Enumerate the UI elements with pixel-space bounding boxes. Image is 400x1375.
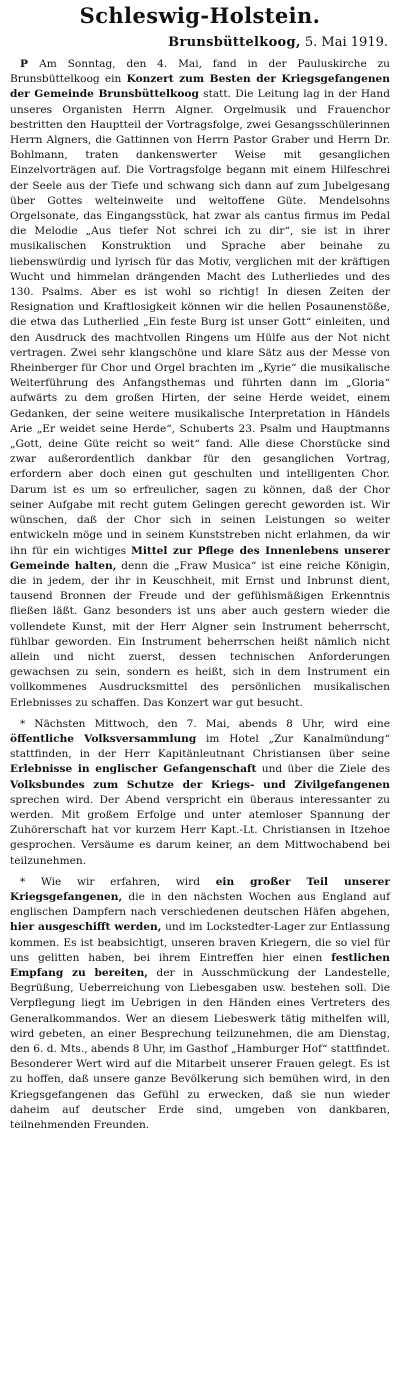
article-body <box>10 57 390 1133</box>
paragraph-public-meeting <box>10 717 390 869</box>
text-run: der in Ausschmückung der Landestelle, Begrüßung, Ueberreichung von Liebesgaben usw. bestehen soll. Die Verpflegung liegt im Uebrigen in den Händen eines Vertreters des Generalkommandos. Wer an diesem Liebeswerk tätig mithelfen will, wird gebeten, an einer Besprechung teilzunehmen, die am Dienstag, den 6. d. Mts., abends 8 Uhr, im Gasthof „Hamburger Hof“ stattfindet. Besonderer Wert wird auf die Mitarbeit unserer Frauen gelegt. Es ist zu hoffen, daß unsere ganze Bevölkerung sich bemühen wird, in den Kriegsgefangenen das Gefühl zu erwecken, daß sie nun wieder daheim auf deutscher Erde sind, umgeben von dankbaren, teilnehmenden Freunden. <box>10 966 390 1132</box>
text-run: im Hotel „Zur Kanalmündung“ stattfinden, in der Herr Kapitänleutnant Christiansen über seine <box>10 732 390 761</box>
text-run: und über die Ziele des <box>256 763 391 776</box>
paragraph-concert-report <box>10 57 390 711</box>
paragraph-prisoner-return <box>10 875 390 1133</box>
text-run: * Wie wir erfahren, wird <box>20 875 216 888</box>
headline: Schleswig-Holstein. <box>79 3 321 28</box>
emphasized-text: Konzert zum Besten der Kriegsgefangenen der Gemeinde Brunsbüttelkoog <box>10 73 390 101</box>
text-run: die in den nächsten Wochen aus England auf englischen Dampfern nach verschiedenen deutschen Häfen abgehen, <box>10 890 390 919</box>
dateline-place: Brunsbüttelkoog, <box>168 35 301 50</box>
emphasized-text: Erlebnisse in englischer Gefangenschaft <box>10 763 257 776</box>
emphasized-text: öffentliche Volksversammlung <box>10 732 197 745</box>
emphasized-text: ein großer Teil unserer Kriegsgefangenen, <box>10 875 390 903</box>
emphasized-text: hier ausgeschifft werden, <box>10 921 162 934</box>
text-run: denn die „Fraw Musica“ ist eine reiche Königin, die in jedem, der ihr in Keuschheit, mit Ernst und Inbrunst dient, tausend Bronnen der Freude und der gefühlsmäßigen Erkenntnis fließen läßt. Ganz besonders ist uns aber auch gestern wieder die vollendete Kunst, mit der Herr Algner sein Instrument beherrscht, fühlbar geworden. Ein Instrument beherrschen heißt nämlich nicht allein und nicht zuerst, dessen technischen Anforderungen gewachsen zu sein, sondern es heißt, sich in dem Instrument ein vollkommenes Ausdrucksmittel des persönlichen musikalischen Erlebnisses zu schaffen. Das Konzert war gut besucht. <box>10 559 390 709</box>
emphasized-text: festlichen Empfang zu bereiten, <box>10 951 390 979</box>
dateline-date: 5. Mai 1919. <box>304 35 388 50</box>
emphasized-text: Volksbundes zum Schutze der Kriegs- und Zivilgefangenen <box>10 778 390 791</box>
text-run: und im Lockstedter-Lager zur Entlassung kommen. Es ist beabsichtigt, unseren braven Kriegern, die so viel für uns gelitten haben, bei ihrem Eintreffen hier einen <box>10 921 390 964</box>
emphasized-text: P <box>20 58 40 70</box>
text-run: sprechen wird. Der Abend verspricht ein überaus interessanter zu werden. Mit großem Erfolge und unter atemloser Spannung der Zuhörerschaft hat vor kurzem Herr Kapt.-Lt. Christiansen in Itzehoe gesprochen. Versäume es darum keiner, an dem Mittwochabend bei teilzunehmen. <box>10 793 390 867</box>
text-run: statt. Die Leitung lag in der Hand unseres Organisten Herrn Algner. Orgelmusik und Frauenchor bestritten den Hauptteil der Vortragsfolge, zwei Gesangsschülerinnen Herrn Algners, die Gattinnen von Herrn Pastor Graber und Herrn Dr. Bohlmann, traten dankenswerter Weise mit gesanglichen Einzelvorträgen auf. Die Vortragsfolge begann mit einem Hilfeschrei der Seele aus der Tiefe und schwang sich dann auf zum Jubelgesang über Gottes welteinweite und weltoffene Güte. Mendelsohns Orgelsonate, das Eingangsstück, hat zwar als cantus firmus im Pedal die Melodie „Aus tiefer Not schrei ich zu dir“, sie ist in ihrer musikalischen Konstruktion und Sprache aber beinahe zu liebenswürdig und lyrisch für das Motiv, verglichen mit der kräftigen Wucht und himmelan drängenden Macht des Lutherliedes und des 130. Psalms. Aber es ist wohl so richtig! In diesen Zeiten der Resignation und Kraftlosigkeit können wir die hellen Posaunenstöße, die etwa das Lutherlied „Ein feste Burg ist unser Gott“ einleiten, und den Ausdruck des machtvollen Ringens um Hülfe aus der Not nicht vertragen. Zwei sehr klangschöne und klare Sätz aus der Messe von Rheinberger für Chor und Orgel brachten im „Kyrie“ die musikalische Weiterführung des Anfangsthemas und führten dann im „Gloria“ aufwärts zu dem großen Hirten, der seine Herde weidet, einem Gedanken, der seine weitere musikalische Interpretation in Händels Arie „Er weidet seine Herde“, Schuberts 23. Psalm und Hauptmanns „Gott, deine Güte reicht so weit“ fand. Alle diese Chorstücke sind zwar außerordentlich dankbar für den gesanglichen Vortrag, erfordern aber doch einen gut geschulten und intelligenten Chor. Darum ist es um so erfreulicher, sagen zu können, daß der Chor seiner Aufgabe mit recht gutem Gelingen gerecht geworden ist. Wir wünschen, daß der Chor sich in seinen Leistungen so weiter entwickeln möge und in seinem Kunststreben nicht erlahmen, da wir ihn für ein wichtiges <box>10 88 390 557</box>
emphasized-text: Mittel zur Pflege des Innenlebens unserer Gemeinde halten, <box>10 544 390 572</box>
text-run: Am Sonntag, den 4. Mai, fand in der Pauluskirche zu Brunsbüttelkoog ein <box>10 58 390 86</box>
dateline <box>10 35 388 51</box>
text-run: * Nächsten Mittwoch, den 7. Mai, abends 8 Uhr, wird eine <box>20 717 390 730</box>
